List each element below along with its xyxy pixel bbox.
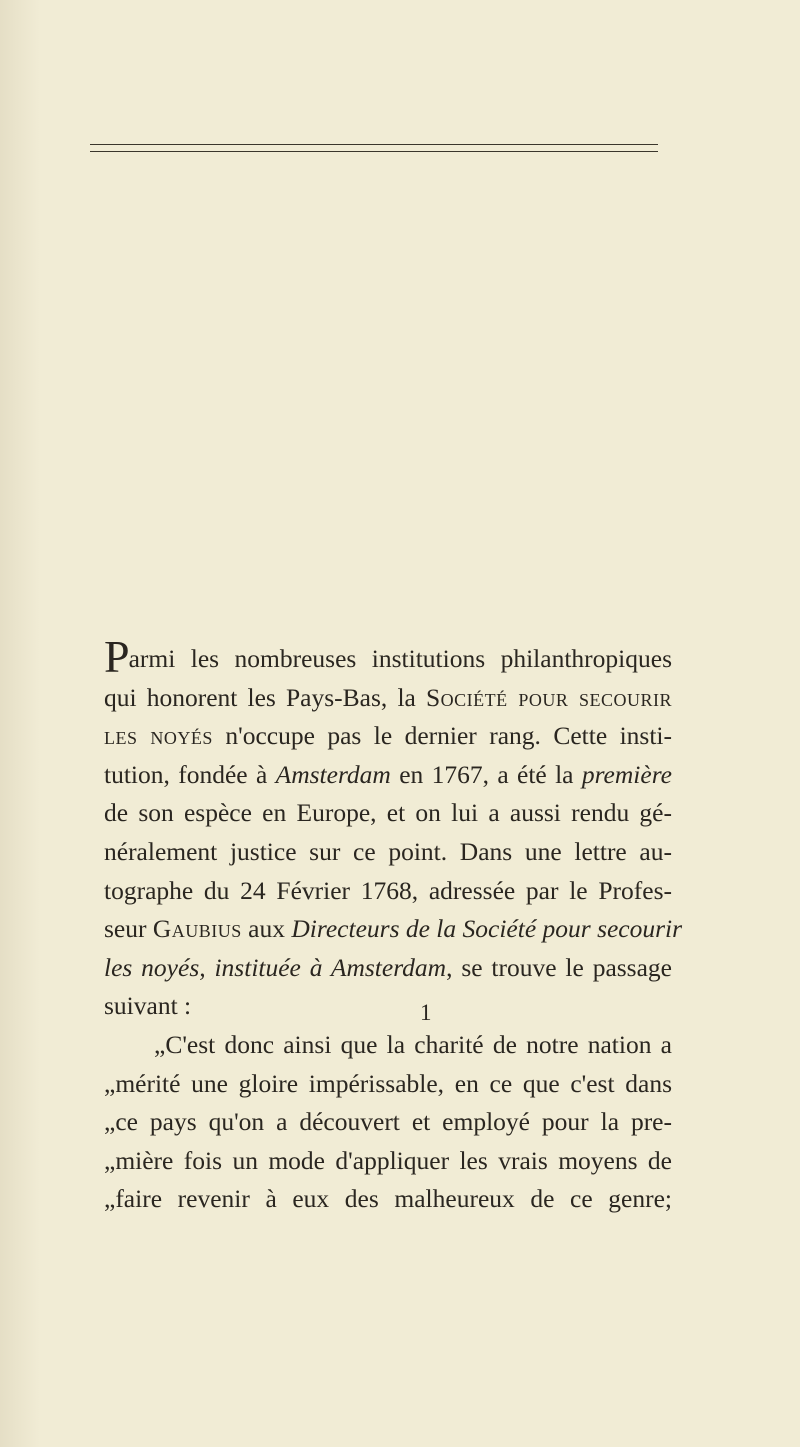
society-name: Société pour secourir [426, 682, 672, 712]
text-line: suivant : [104, 991, 192, 1021]
drop-cap: P [104, 631, 130, 682]
text-line: qui honorent les Pays-Bas, la Société pour secourir [104, 682, 672, 712]
text-line: de son espèce en Europe, et on lui a aussi rendu gé- [104, 798, 672, 828]
text-line: Parmi les nombreuses institutions philanthropiques [104, 631, 672, 682]
society-name-cont: les noyés [104, 721, 213, 751]
text-line: les noyés n'occupe pas le dernier rang. Cette insti- [104, 721, 672, 751]
quote-line: „faire revenir à eux des malheureux de ce genre; [104, 1184, 672, 1214]
quote-line: „mière fois un mode d'appliquer les vrais moyens de [104, 1145, 672, 1175]
text-line: néralement justice sur ce point. Dans une lettre au- [104, 836, 672, 866]
text-line: les noyés, instituée à Amsterdam, se trouve le passage [104, 952, 672, 982]
body-text [104, 631, 683, 1219]
text-line: tographe du 24 Février 1768, adressée par le Profes- [104, 875, 672, 905]
quote-line: „C'est donc ainsi que la charité de notre nation a [154, 1029, 672, 1059]
page-number: 1 [420, 1000, 432, 1025]
header-rule-bottom [90, 151, 658, 152]
header-rule-top [90, 144, 658, 145]
text-line: tution, fondée à Amsterdam en 1767, a été la première [104, 759, 672, 789]
quote-line: „mérité une gloire impérissable, en ce que c'est dans [104, 1068, 672, 1098]
text-line: seur Gaubius aux Directeurs de la Société pour secourir [104, 914, 683, 944]
author-name: Gaubius [152, 914, 242, 944]
quote-line: „ce pays qu'on a découvert et employé pour la pre- [104, 1107, 672, 1137]
